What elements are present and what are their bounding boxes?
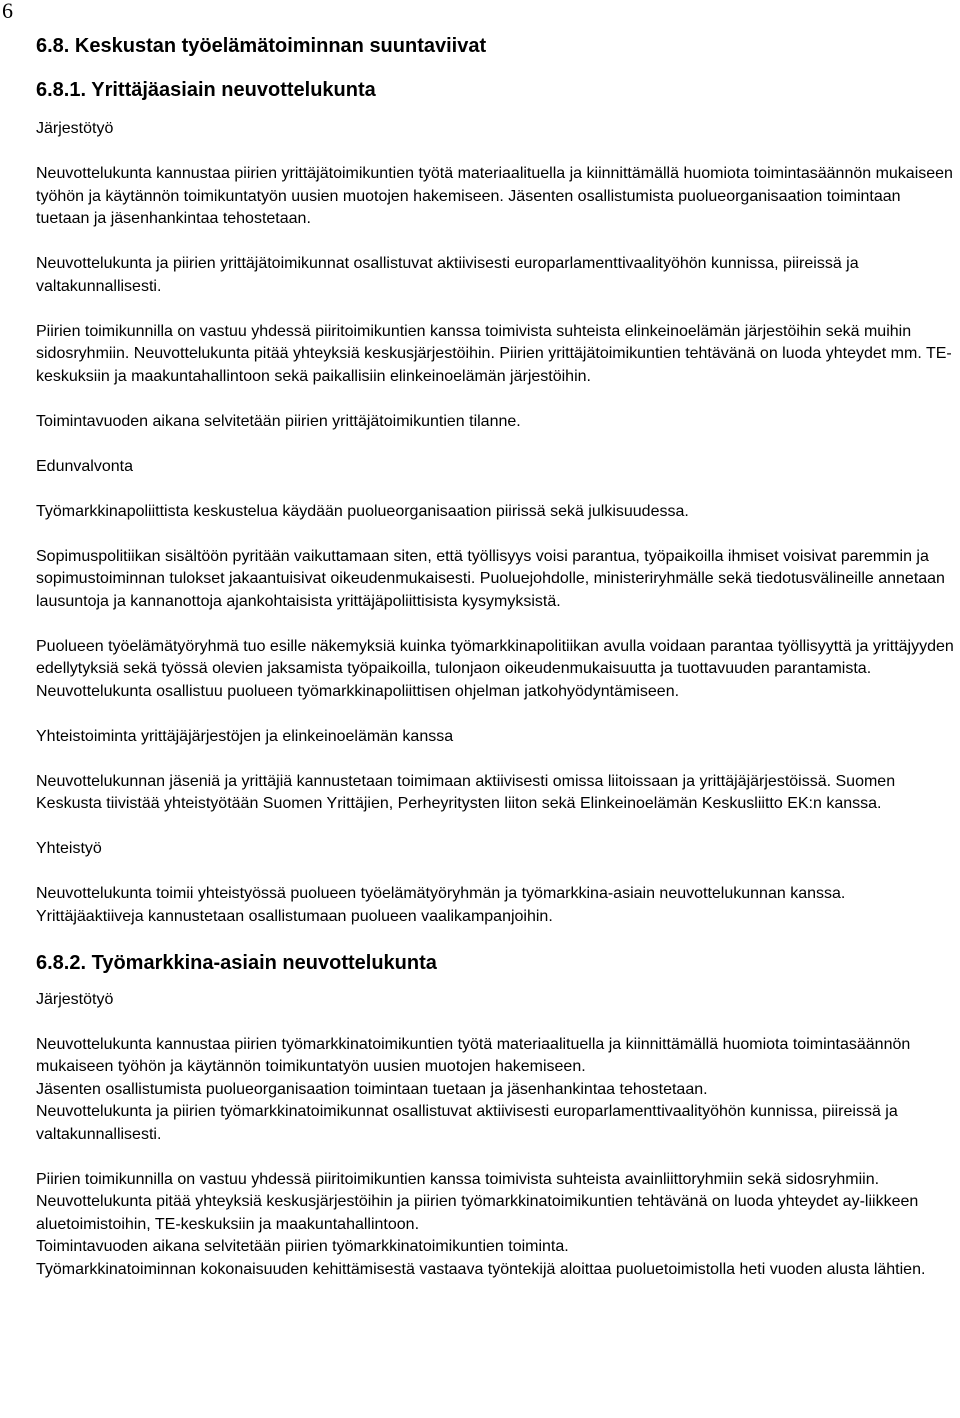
paragraph: Puolueen työelämätyöryhmä tuo esille näkemyksiä kuinka työmarkkinapolitiikan avulla voidaan parantaa työllisyyttä ja yrittäjyyden edellytyksiä sekä työssä olevien jaksamista työpaikoilla, tulonjaon oikeudenmukaisuutta ja tuottavuuden parantamista. Neuvottelukunta osallistuu puolueen työmarkkinapoliittisen ohjelman jatkohyödyntämiseen. — [36, 637, 954, 700]
paragraph: Neuvottelukunta toimii yhteistyössä puolueen työelämätyöryhmän ja työmarkkina-asiain neuvottelukunnan kanssa. Yrittäjäaktiiveja kannustetaan osallistumaan puolueen vaalikampanjoihin. — [36, 885, 846, 925]
paragraph: Neuvottelukunta ja piirien työmarkkinatoimikunnat osallistuvat aktiivisesti europarlamenttivaalityöhön kunnissa, piireissä ja valtakunnallisesti. — [36, 1103, 898, 1143]
paragraph: Työmarkkinapoliittista keskustelua käydään puolueorganisaation piirissä sekä julkisuudessa. — [36, 502, 689, 520]
subheading-yhteistoiminta: Yhteistoiminta yrittäjäjärjestöjen ja elinkeinoelämän kanssa — [36, 727, 454, 745]
paragraph: Neuvottelukunnan jäseniä ja yrittäjiä kannustetaan toimimaan aktiivisesti omissa liitoissaan ja yrittäjäjärjestöissä. Suomen Keskusta tiivistää yhteistyötään Suomen Yrittäjien, Perheyritysten liiton sekä Elinkeinoelämän Keskusliitto EK:n kanssa. — [36, 772, 896, 812]
section-title-tyomarkkina: 6.8.2. Työmarkkina-asiain neuvottelukunta — [36, 951, 437, 974]
paragraph: Jäsenten osallistumista puolueorganisaation toimintaan tuetaan ja jäsenhankintaa tehostetaan. — [36, 1080, 708, 1098]
page-heading: 6.8. Keskustan työelämätoiminnan suuntaviivat — [36, 35, 487, 57]
paragraph: Neuvottelukunta kannustaa piirien yrittäjätoimikuntien työtä materiaalituella ja kiinnittämällä huomiota toimintasäännön mukaiseen työhön ja käytännön toimikuntatyön uusien muotojen hakemiseen. Jäsenten osallistumista puolueorganisaation toimintaan tuetaan ja jäsenhankintaa tehostetaan. — [36, 165, 953, 227]
paragraph: Neuvottelukunta kannustaa piirien työmarkkinatoimikuntien työtä materiaalituella ja kiinnittämällä huomiota toimintasäännön mukaiseen työhön ja käytännön toimikuntatyön uusien muotojen hakemiseen. — [36, 1035, 911, 1075]
paragraph: Piirien toimikunnilla on vastuu yhdessä piiritoimikuntien kanssa toimivista suhteista elinkeinoelämän järjestöihin sekä muihin sidosryhmiin. Neuvottelukunta pitää yhteyksiä keskusjärjestöihin. Piirien yrittäjätoimikuntien tehtävänä on luoda yhteydet mm. TE-keskuksiin ja maakuntahallintoon sekä paikallisiin elinkeinoelämän järjestöihin. — [36, 322, 952, 385]
subheading-edunvalvonta: Edunvalvonta — [36, 457, 133, 475]
page-number: 6 — [2, 0, 13, 23]
subheading-jarjestotyo-2: Järjestötyö — [36, 990, 114, 1008]
section-title-yrittajaasiain: 6.8.1. Yrittäjäasiain neuvottelukunta — [36, 79, 376, 101]
paragraph: Piirien toimikunnilla on vastuu yhdessä piiritoimikuntien kanssa toimivista suhteista avainliittoryhmiin sekä sidosryhmiin. Neuvottelukunta pitää yhteyksiä keskusjärjestöihin ja piirien työmarkkinatoimikuntien tehtävänä on luoda yhteydet ay-liikkeen aluetoimistoihin, TE-keskuksiin ja maakuntahallintoon. — [36, 1170, 919, 1233]
paragraph: Neuvottelukunta ja piirien yrittäjätoimikunnat osallistuvat aktiivisesti europarlamenttivaalityöhön kunnissa, piireissä ja valtakunnallisesti. — [36, 255, 859, 295]
paragraph: Sopimuspolitiikan sisältöön pyritään vaikuttamaan siten, että työllisyys voisi parantua, työpaikoilla ihmiset voisivat paremmin ja sopimustoiminnan tulokset jakaantuisivat oikeudenmukaisesti. Puoluejohdolle, ministeriryhmälle sekä tiedotusvälineille annetaan lausuntoja ja kannanottoja ajankohtaisista yrittäjäpoliittisista kysymyksistä. — [36, 547, 945, 610]
paragraph: Työmarkkinatoiminnan kokonaisuuden kehittämisestä vastaava työntekijä aloittaa puoluetoimistolla heti vuoden alusta lähtien. — [36, 1260, 926, 1278]
paragraph: Toimintavuoden aikana selvitetään piirien työmarkkinatoimikuntien toiminta. — [36, 1238, 569, 1255]
paragraph: Toimintavuoden aikana selvitetään piirien yrittäjätoimikuntien tilanne. — [36, 412, 521, 430]
subheading-yhteistyo: Yhteistyö — [36, 840, 102, 857]
document-body — [36, 34, 956, 1281]
subheading-jarjestotyo: Järjestötyö — [36, 120, 114, 137]
